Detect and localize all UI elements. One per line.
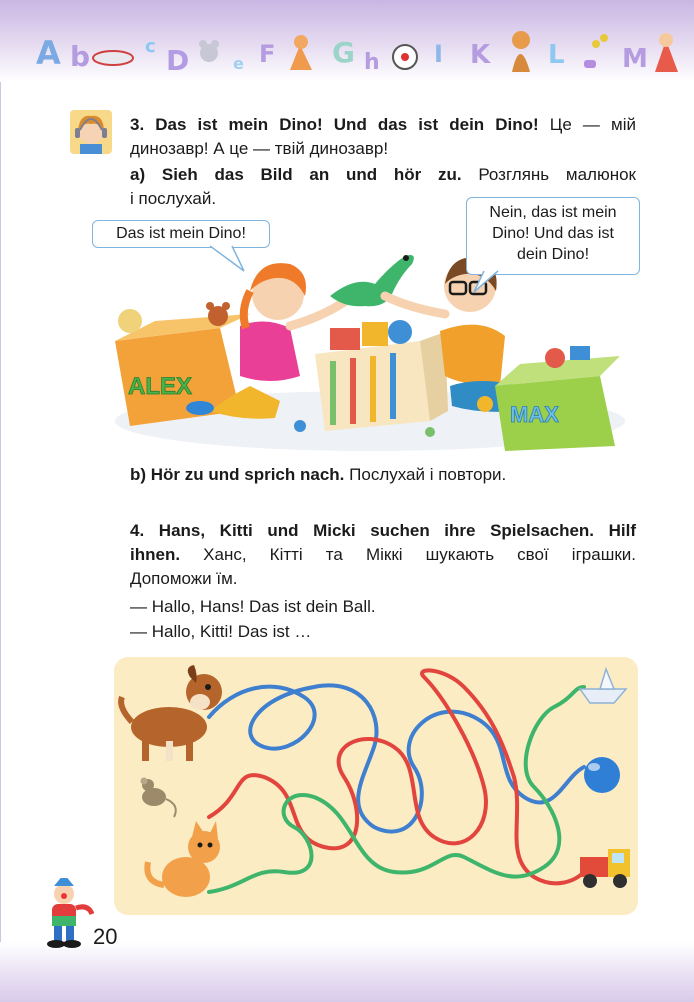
- header-letter: A: [36, 34, 61, 72]
- header-letter: h: [364, 50, 380, 75]
- maze-line-green: [209, 687, 584, 892]
- exercise-4-dialogue-line2: — Hallo, Kitti! Das ist …: [130, 622, 312, 641]
- speech-bubble-boy-line3: dein Dino!: [516, 246, 590, 263]
- exercise-4-number: 4.: [130, 521, 145, 540]
- exercise-4-title-ua-part2: Допоможи їм.: [130, 569, 238, 588]
- exercise-3b-label: b) Hör zu und sprich nach.: [130, 465, 345, 484]
- ball-illustration: [584, 757, 620, 793]
- exercise-3a-ua-part1: Розглянь малюнок: [478, 165, 636, 184]
- header-toys-illustration: [0, 0, 694, 82]
- header-letter: L: [548, 40, 565, 70]
- exercise-3-title-ua-part1: Це — мій: [549, 115, 636, 134]
- mouse-illustration: [141, 778, 176, 818]
- cat-illustration: [147, 821, 220, 897]
- paper-boat-illustration: [580, 669, 626, 703]
- exercise-3a-label: a) Sieh das Bild an und hör zu.: [130, 165, 462, 184]
- exercise-3b-line: [130, 463, 506, 487]
- header-letter: c: [145, 36, 156, 57]
- exercise-4-title-line1: [130, 519, 636, 543]
- maze-panel: [114, 657, 638, 915]
- header-letter: G: [332, 36, 355, 69]
- speech-bubble-boy-tail: [470, 270, 510, 300]
- header-letter: K: [470, 40, 491, 70]
- exercise-4-title-line2: [130, 543, 636, 567]
- page-number: 20: [93, 924, 118, 949]
- speech-bubble-girl: Das ist mein Dino!: [92, 220, 270, 248]
- alphabet-header: [0, 0, 694, 82]
- exercise-4-title-de-part1: Hans, Kitti und Micki suchen ihre Spielsachen. Hilf: [158, 521, 636, 540]
- header-letter: b: [70, 40, 91, 73]
- exercise-3a-ua-part2: і послухай.: [130, 189, 217, 208]
- speech-bubble-boy: [466, 197, 640, 275]
- maze-illustration: [114, 657, 638, 915]
- exercise-4-title-de-part2: ihnen.: [130, 545, 181, 564]
- speech-bubble-girl-tail: [210, 245, 250, 275]
- header-letter: I: [434, 40, 443, 68]
- exercise-3-title-ua-part2: динозавр! А це — твій динозавр!: [130, 139, 389, 158]
- header-letter: F: [259, 40, 276, 68]
- toy-truck-illustration: [580, 849, 630, 888]
- exercise-3-title-line1: [130, 113, 636, 137]
- exercise-4-dialogue-line1: — Hallo, Hans! Das ist dein Ball.: [130, 597, 376, 616]
- listening-boy-icon: [70, 110, 112, 154]
- exercise-3b-ua: Послухай і повтори.: [349, 465, 507, 484]
- center-toy-box: [315, 320, 448, 431]
- clown-illustration: [40, 878, 95, 950]
- exercise-3-number: 3.: [130, 115, 145, 134]
- footer-band: [0, 942, 694, 1002]
- speech-bubble-boy-line2: Dino! Und das ist: [492, 225, 614, 242]
- page-margin-rule: [0, 82, 1, 942]
- dog-illustration: [121, 665, 222, 761]
- exercise-3-title-de: Das ist mein Dino! Und das ist dein Dino!: [155, 115, 539, 134]
- header-letter: e: [233, 54, 244, 73]
- header-letter: D: [166, 44, 190, 77]
- box-max-label: MAX: [510, 402, 559, 427]
- exercise-3a-line1: [130, 163, 636, 187]
- exercise-4-title-ua-part1: Ханс, Кітті та Міккі шукають свої іграшки.: [203, 545, 636, 564]
- box-max: [495, 356, 620, 451]
- header-letter: M: [622, 44, 648, 74]
- box-alex-label: ALEX: [128, 373, 193, 400]
- speech-bubble-boy-line1: Nein, das ist mein: [489, 204, 617, 221]
